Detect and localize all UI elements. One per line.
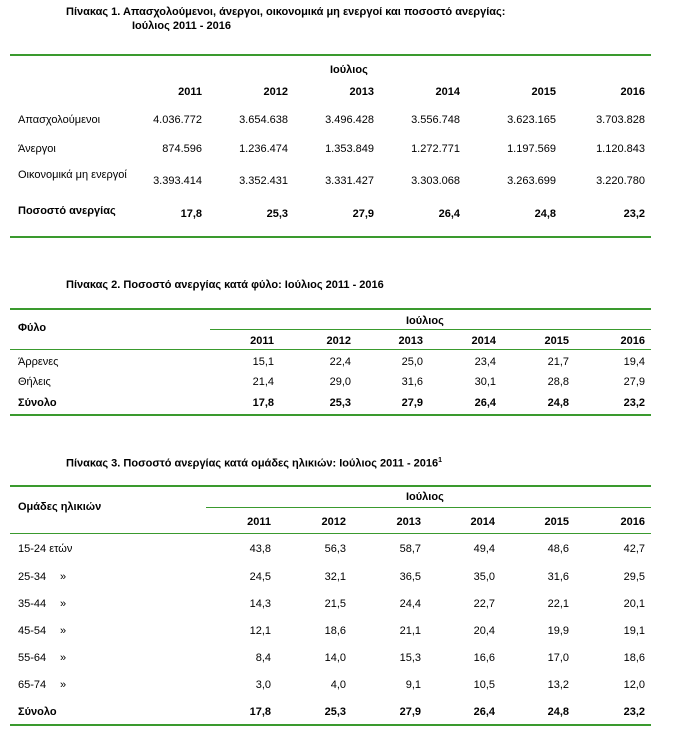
table3-total-cell: 23,2 — [623, 706, 645, 718]
table3-cell: 9,1 — [405, 679, 421, 691]
table3-cell: 35,0 — [473, 571, 495, 583]
table1-total-cell: 23,2 — [623, 208, 645, 220]
table2-year-header: 2012 — [326, 335, 351, 347]
table1-year-header: 2013 — [349, 86, 374, 98]
table3-row-ditto-mark: » — [60, 598, 67, 610]
table3-cell: 20,4 — [473, 625, 495, 637]
table2-cell: 31,6 — [401, 376, 423, 388]
table3-row-ditto-mark: » — [60, 652, 67, 664]
table1-cell: 3.496.428 — [325, 114, 374, 126]
table2-cell: 15,1 — [252, 356, 274, 368]
table3-year-header: 2013 — [396, 516, 421, 528]
table3-total-cell: 26,4 — [473, 706, 495, 718]
table3-cell: 48,6 — [547, 543, 569, 555]
table2-group-header: Ιούλιος — [406, 315, 444, 327]
table3-cell: 36,5 — [399, 571, 421, 583]
table1-top-rule — [10, 54, 651, 56]
table3-group-header: Ιούλιος — [406, 491, 444, 503]
table3-total-label: Σύνολο — [18, 706, 57, 718]
table1-total-cell: 25,3 — [266, 208, 288, 220]
table1-total-cell: 17,8 — [180, 208, 202, 220]
table1-cell: 3.352.431 — [239, 175, 288, 187]
table3-cell: 8,4 — [255, 652, 271, 664]
table1-year-header: 2012 — [263, 86, 288, 98]
table3-cell: 49,4 — [473, 543, 495, 555]
table3-title-footnote-mark: 1 — [438, 457, 443, 464]
table2-header-rule — [10, 349, 651, 350]
table2-cell: 21,4 — [252, 376, 274, 388]
table3-total-cell: 24,8 — [547, 706, 569, 718]
table1-row-label: Οικονομικά μη ενεργοί — [18, 169, 127, 181]
table1-cell: 4.036.772 — [153, 114, 202, 126]
table3-total-cell: 25,3 — [324, 706, 346, 718]
table1-year-header: 2015 — [531, 86, 556, 98]
table3-year-header: 2015 — [544, 516, 569, 528]
table1-cell: 3.220.780 — [596, 175, 645, 187]
table3-total-cell: 27,9 — [399, 706, 421, 718]
table1-cell: 874.596 — [162, 143, 202, 155]
table1-title-line2: Ιούλιος 2011 - 2016 — [132, 20, 231, 32]
table3-cell: 22,7 — [473, 598, 495, 610]
table1-cell: 3.703.828 — [596, 114, 645, 126]
table2-cell: 21,7 — [547, 356, 569, 368]
table2-cell: 29,0 — [329, 376, 351, 388]
table1-total-cell: 24,8 — [534, 208, 556, 220]
table3-cell: 17,0 — [547, 652, 569, 664]
table3-cell: 24,4 — [399, 598, 421, 610]
table3-cell: 43,8 — [249, 543, 271, 555]
table3-title-text: Πίνακας 3. Ποσοστό ανεργίας κατά ομάδες ηλικιών: Ιούλιος 2011 - 2016 — [66, 457, 439, 470]
table3-cell: 29,5 — [623, 571, 645, 583]
table1-cell: 3.393.414 — [153, 175, 202, 187]
table2-total-cell: 25,3 — [329, 397, 351, 409]
table1-cell: 1.197.569 — [507, 143, 556, 155]
table1-cell: 3.303.068 — [411, 175, 460, 187]
table2-total-cell: 24,8 — [547, 397, 569, 409]
table2-group-rule — [210, 329, 651, 330]
table3-row-label: 45-54 — [18, 625, 47, 637]
table1-cell: 1.236.474 — [239, 143, 288, 155]
table3-total-cell: 17,8 — [249, 706, 271, 718]
table3-cell: 22,1 — [547, 598, 569, 610]
table1-group-header: Ιούλιος — [330, 64, 368, 76]
table2-year-header: 2015 — [544, 335, 569, 347]
table3-top-rule — [10, 485, 651, 487]
table3-cell: 24,5 — [249, 571, 271, 583]
table1-cell: 1.353.849 — [325, 143, 374, 155]
table2-cell: 30,1 — [474, 376, 496, 388]
table2-cell: 19,4 — [623, 356, 645, 368]
table3-cell: 16,6 — [473, 652, 495, 664]
table3-row-label: 55-64 — [18, 652, 47, 664]
table3-cell: 13,2 — [547, 679, 569, 691]
table2-year-header: 2016 — [620, 335, 645, 347]
table3-cell: 21,5 — [324, 598, 346, 610]
table3-cell: 56,3 — [324, 543, 346, 555]
table2-total-cell: 27,9 — [401, 397, 423, 409]
table2-cell: 23,4 — [474, 356, 496, 368]
table3-year-header: 2012 — [321, 516, 346, 528]
table2-cell: 22,4 — [329, 356, 351, 368]
table2-total-cell: 26,4 — [474, 397, 496, 409]
table3-cell: 42,7 — [623, 543, 645, 555]
table2-row-header: Φύλο — [18, 322, 47, 334]
table3-cell: 12,1 — [249, 625, 271, 637]
table3-cell: 4,0 — [330, 679, 346, 691]
table3-cell: 21,1 — [399, 625, 421, 637]
table3-row-label: 15-24 ετών — [18, 543, 73, 555]
table3-year-header: 2016 — [620, 516, 645, 528]
table1-cell: 3.263.699 — [507, 175, 556, 187]
table2-row-label: Θήλεις — [18, 376, 51, 388]
table2-year-header: 2011 — [250, 335, 274, 347]
table1-cell: 3.623.165 — [507, 114, 556, 126]
table1-bottom-rule — [10, 236, 651, 238]
table3-header-rule — [10, 533, 651, 534]
table3-cell: 19,9 — [547, 625, 569, 637]
table2-title: Πίνακας 2. Ποσοστό ανεργίας κατά φύλο: Ιούλιος 2011 - 2016 — [66, 279, 384, 291]
table3-cell: 31,6 — [547, 571, 569, 583]
table3-title — [66, 457, 442, 470]
table3-cell: 32,1 — [324, 571, 346, 583]
table1-total-label: Ποσοστό ανεργίας — [18, 205, 116, 217]
table3-cell: 14,0 — [324, 652, 346, 664]
table3-year-header: 2014 — [470, 516, 495, 528]
table2-total-label: Σύνολο — [18, 397, 57, 409]
table3-row-ditto-mark: » — [60, 625, 67, 637]
table2-year-header: 2013 — [398, 335, 423, 347]
table1-year-header: 2014 — [435, 86, 460, 98]
table1-row-label: Απασχολούμενοι — [18, 114, 101, 126]
table1-year-header: 2011 — [178, 86, 202, 98]
table2-year-header: 2014 — [471, 335, 496, 347]
table1-row-label: Άνεργοι — [18, 143, 56, 155]
table3-cell: 18,6 — [324, 625, 346, 637]
table3-cell: 18,6 — [623, 652, 645, 664]
table3-cell: 3,0 — [255, 679, 271, 691]
table3-row-label: 25-34 — [18, 571, 47, 583]
table1-cell: 1.272.771 — [411, 143, 460, 155]
table2-cell: 27,9 — [623, 376, 645, 388]
table3-row-label: 35-44 — [18, 598, 47, 610]
table2-cell: 28,8 — [547, 376, 569, 388]
table3-row-ditto-mark: » — [60, 679, 67, 691]
table2-bottom-rule — [10, 414, 651, 416]
table3-row-ditto-mark: » — [60, 571, 67, 583]
table2-cell: 25,0 — [401, 356, 423, 368]
table2-row-label: Άρρενες — [18, 356, 59, 368]
table1-total-cell: 27,9 — [352, 208, 374, 220]
table3-cell: 10,5 — [473, 679, 495, 691]
table3-year-header: 2011 — [247, 516, 271, 528]
table3-cell: 12,0 — [623, 679, 645, 691]
table3-cell: 58,7 — [399, 543, 421, 555]
table1-cell: 3.654.638 — [239, 114, 288, 126]
table3-group-rule — [206, 507, 651, 508]
table1-total-cell: 26,4 — [438, 208, 460, 220]
table3-cell: 19,1 — [623, 625, 645, 637]
table2-top-rule — [10, 308, 651, 310]
table1-title-line1: Πίνακας 1. Απασχολούμενοι, άνεργοι, οικονομικά μη ενεργοί και ποσοστό ανεργίας: — [66, 6, 506, 18]
table1-year-header: 2016 — [620, 86, 645, 98]
table3-cell: 14,3 — [249, 598, 271, 610]
table2-total-cell: 17,8 — [252, 397, 274, 409]
table3-row-label: 65-74 — [18, 679, 47, 691]
table3-row-header: Ομάδες ηλικιών — [18, 501, 102, 513]
table3-cell: 20,1 — [623, 598, 645, 610]
table3-cell: 15,3 — [399, 652, 421, 664]
table2-total-cell: 23,2 — [623, 397, 645, 409]
table1-cell: 1.120.843 — [596, 143, 645, 155]
table1-cell: 3.556.748 — [411, 114, 460, 126]
table3-bottom-rule — [10, 724, 651, 726]
table1-cell: 3.331.427 — [325, 175, 374, 187]
